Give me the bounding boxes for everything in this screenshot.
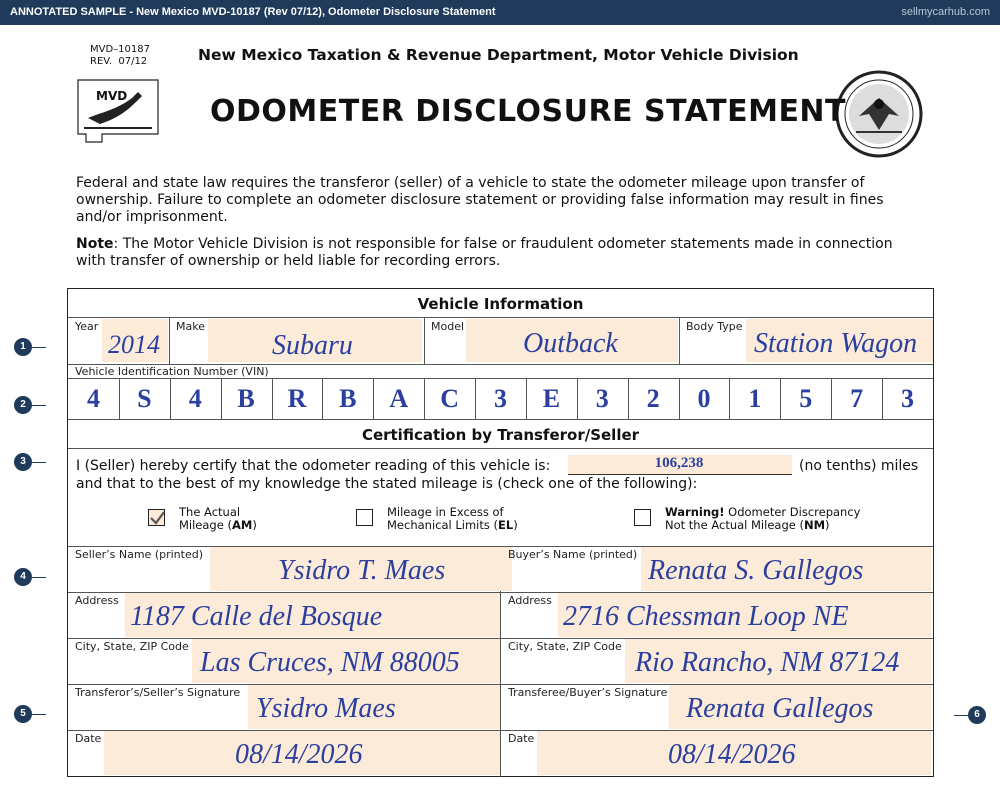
callout-leader (32, 577, 46, 578)
vin-char-11[interactable]: 3 (595, 384, 609, 413)
seller-signature-label: Transferor’s/Seller’s Signature (75, 686, 241, 699)
banner-site-link[interactable]: sellmycarhub.com (901, 6, 990, 18)
actual-mileage-checkbox[interactable] (148, 509, 165, 526)
buyer-address-value: 2716 Chessman Loop NE (563, 601, 849, 632)
vin-char-5[interactable]: R (287, 384, 307, 413)
mvd-logo (76, 72, 160, 152)
vin-char-13[interactable]: 0 (697, 384, 711, 413)
make-value: Subaru (272, 330, 353, 361)
banner-title: ANNOTATED SAMPLE - New Mexico MVD-10187 (Rev 07/12), Odometer Disclosure Statement (10, 6, 496, 18)
year-label: Year (75, 320, 99, 333)
vin-char-2[interactable]: S (137, 384, 152, 413)
not-actual-mileage-checkbox[interactable] (634, 509, 651, 526)
department-name: New Mexico Taxation & Revenue Department, Motor Vehicle Division (198, 46, 799, 64)
vin-char-9[interactable]: 3 (493, 384, 507, 413)
actual-mileage-label: The Actual Mileage (AM) (179, 505, 257, 532)
vin-char-1[interactable]: 4 (86, 384, 100, 413)
callout-badge-6: 6 (968, 706, 986, 724)
not-actual-mileage-label: Warning! Odometer Discrepancy Not the Actual Mileage (NM) (665, 505, 861, 532)
buyer-signature-value: Renata Gallegos (686, 693, 874, 724)
vin-char-16[interactable]: 7 (850, 384, 864, 413)
certification-line-1: I (Seller) hereby certify that the odometer reading of this vehicle is: (76, 458, 551, 474)
vin-char-3[interactable]: 4 (188, 384, 202, 413)
state-seal-icon (834, 70, 924, 158)
make-label: Make (176, 320, 205, 333)
model-label: Model (431, 320, 465, 333)
callout-leader (32, 714, 46, 715)
seller-city-label: City, State, ZIP Code (75, 640, 189, 653)
vin-char-15[interactable]: 5 (799, 384, 813, 413)
buyer-name-label: Buyer’s Name (printed) (508, 548, 638, 561)
buyer-address-label: Address (508, 594, 552, 607)
seller-date-value: 08/14/2026 (235, 739, 363, 770)
page-title: ODOMETER DISCLOSURE STATEMENT (210, 94, 847, 129)
buyer-date-label: Date (508, 732, 535, 745)
vin-char-14[interactable]: 1 (748, 384, 762, 413)
vin-char-12[interactable]: 2 (646, 384, 660, 413)
callout-badge-3: 3 (14, 453, 32, 471)
seller-address-value: 1187 Calle del Bosque (130, 601, 383, 632)
body-type-value: Station Wagon (754, 328, 918, 359)
seller-date-label: Date (75, 732, 102, 745)
vin-label: Vehicle Identification Number (VIN) (75, 365, 269, 378)
vin-char-7[interactable]: A (389, 384, 409, 413)
miles-label: (no tenths) miles (799, 458, 919, 474)
note-text: : The Motor Vehicle Division is not responsible for false or fraudulent odometer statements made in connection with transfer of ownership or held liable for recording errors. (76, 236, 893, 269)
callout-leader (954, 715, 968, 716)
year-value: 2014 (108, 330, 160, 359)
certification-text (76, 457, 926, 493)
note-paragraph (76, 236, 916, 270)
callout-badge-1: 1 (14, 338, 32, 356)
odometer-form (67, 288, 934, 777)
callout-badge-5: 5 (14, 705, 32, 723)
checkmark-icon (149, 510, 166, 527)
buyer-date-value: 08/14/2026 (668, 739, 796, 770)
seller-signature-value: Ysidro Maes (256, 693, 396, 724)
seller-name-value: Ysidro T. Maes (278, 555, 446, 586)
callout-badge-2: 2 (14, 396, 32, 414)
banner (0, 0, 1000, 25)
callout-leader (32, 405, 46, 406)
vin-char-8[interactable]: C (440, 384, 459, 413)
form-number: MVD–10187 REV. 07/12 (90, 44, 150, 67)
buyer-city-value: Rio Rancho, NM 87124 (635, 647, 900, 678)
vin-char-4[interactable]: B (237, 384, 255, 413)
excess-mileage-checkbox[interactable] (356, 509, 373, 526)
vehicle-section-title: Vehicle Information (417, 295, 584, 313)
note-label: Note (76, 236, 114, 252)
certification-section-title: Certification by Transferor/Seller (361, 426, 640, 444)
model-value: Outback (523, 328, 618, 359)
buyer-name-value: Renata S. Gallegos (648, 555, 864, 586)
seller-city-value: Las Cruces, NM 88005 (200, 647, 460, 678)
callout-leader (32, 347, 46, 348)
vin-char-10[interactable]: E (542, 384, 561, 413)
buyer-signature-label: Transferee/Buyer’s Signature (508, 686, 668, 699)
buyer-city-label: City, State, ZIP Code (508, 640, 622, 653)
odometer-value: 106,238 (654, 455, 704, 471)
vin-char-17[interactable]: 3 (901, 384, 915, 413)
vin-char-6[interactable]: B (339, 384, 357, 413)
excess-mileage-label: Mileage in Excess of Mechanical Limits (EL) (387, 505, 518, 532)
intro-paragraph: Federal and state law requires the transferor (seller) of a vehicle to state the odometer mileage upon transfer of ownership. Failure to complete an odometer disclosure statement or providing false information may result in fines and/or imprisonment. (76, 175, 884, 225)
seller-address-label: Address (75, 594, 119, 607)
body-type-label: Body Type (686, 320, 743, 333)
callout-badge-4: 4 (14, 568, 32, 586)
callout-leader (32, 462, 46, 463)
certification-line-2: and that to the best of my knowledge the stated mileage is (check one of the following): (76, 476, 698, 492)
seller-name-label: Seller’s Name (printed) (75, 548, 204, 561)
logo-text: MVD (96, 89, 128, 103)
